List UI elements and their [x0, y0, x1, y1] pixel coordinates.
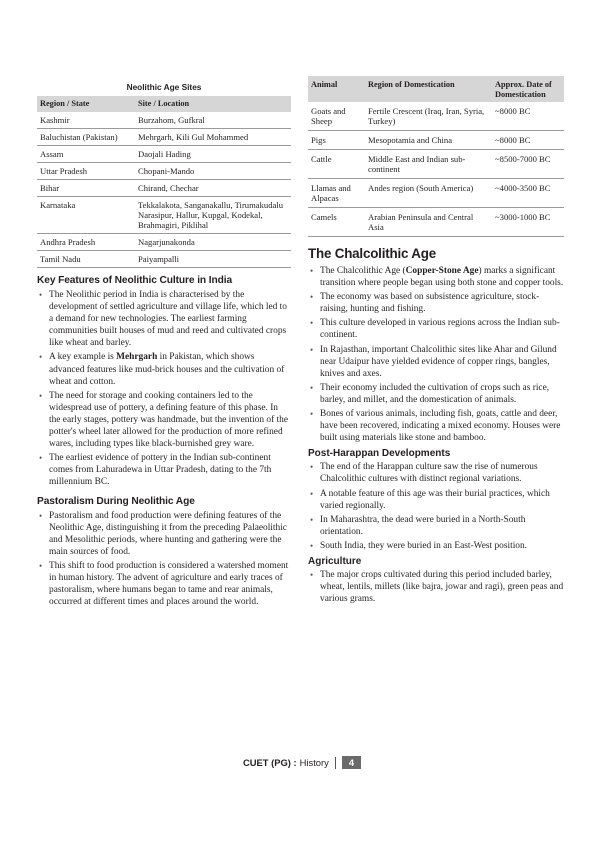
table-cell: ~8500-7000 BC: [492, 150, 564, 179]
list-item: [37, 390, 291, 450]
list-item-text: A key example is: [49, 352, 117, 363]
section-heading-key-features: Key Features of Neolithic Culture in India: [37, 275, 233, 286]
list-item: [37, 289, 291, 349]
column-header: Animal: [308, 76, 365, 102]
agriculture-list: [308, 569, 564, 605]
table-cell: ~4000-3500 BC: [492, 179, 564, 208]
column-header: Region / State: [37, 96, 135, 112]
table-row: [308, 179, 564, 208]
footer-brand: CUET (PG) :: [243, 757, 297, 768]
table-cell: Bihar: [37, 180, 135, 197]
table-cell: ~8000 BC: [492, 131, 564, 150]
table-cell: Baluchistan (Pakistan): [37, 129, 135, 146]
table-row: [37, 180, 291, 197]
table-cell: Llamas and Alpacas: [308, 179, 365, 208]
table-cell: Andhra Pradesh: [37, 234, 135, 251]
page-footer: [243, 756, 361, 769]
list-item: [308, 317, 564, 341]
table-cell: Uttar Pradesh: [37, 163, 135, 180]
list-item: [37, 351, 291, 387]
list-item: [308, 265, 564, 289]
right-column: [308, 76, 564, 607]
list-item: [308, 344, 564, 380]
left-column: [37, 76, 291, 610]
table-cell: Mesopotamia and China: [365, 131, 492, 150]
table-cell: Paiyampalli: [135, 251, 291, 268]
table-cell: Tamil Nadu: [37, 251, 135, 268]
column-header: Approx. Date of Domestication: [492, 76, 564, 102]
list-item-text: in Pakistan, which shows advanced features like mud-brick houses and the cultivation of wheat and cotton.: [49, 352, 285, 387]
table-cell: Karnataka: [37, 197, 135, 234]
column-header: Site / Location: [135, 96, 291, 112]
animal-domestication-table: [308, 76, 564, 237]
table-cell: Andes region (South America): [365, 179, 492, 208]
table-row: [37, 129, 291, 146]
list-item: • South India, they were buried in an East-West position.: [308, 540, 564, 552]
table-cell: Goats and Sheep: [308, 102, 365, 131]
table-row: [308, 102, 564, 131]
list-item: • Pastoralism and food production were defining features of the Neolithic Age, distinguishing it from the preceding Palaeolithic and Mesolithic periods, where hunting and gathering were the main sources of food.: [37, 510, 291, 558]
list-item-text: The Neolithic period in India is characterised by the development of settled agriculture and village life, which led to a demand for new technologies. The earliest farming communities built houses of mud and reed and cultivated crops like wheat and barley.: [49, 290, 287, 349]
table-cell: Chirand, Chechar: [135, 180, 291, 197]
table-header-row: [37, 96, 291, 112]
list-item: • In Maharashtra, the dead were buried in a North-South orientation.: [308, 514, 564, 538]
pastoralism-list: [37, 510, 291, 609]
list-item-text: ) marks a significant transition where people began using both stone and copper tools.: [320, 266, 564, 289]
list-item: [308, 291, 564, 315]
table-cell: ~3000-1000 BC: [492, 208, 564, 237]
table-cell: Tekkalakota, Sanganakallu, Tirumakudalu Narasipur, Hallur, Kupgal, Kodekal, Brahmagiri, Piklihal: [135, 197, 291, 234]
table-row: [37, 251, 291, 268]
list-item-text: In Rajasthan, important Chalcolithic sites like Ahar and Gilund near Udaipur have yielded evidence of copper rings, bangles, knives and axes.: [320, 344, 557, 379]
section-heading-chalcolithic: The Chalcolithic Age: [308, 246, 436, 261]
table-cell: Kashmir: [37, 112, 135, 129]
table-cell: Burzahom, Gufkral: [135, 112, 291, 129]
section-heading-pastoralism: Pastoralism During Neolithic Age: [37, 495, 195, 507]
table-cell: Daojali Hading: [135, 146, 291, 163]
table-row: [308, 150, 564, 179]
table-cell: Mehrgarh, Kili Gul Mohammed: [135, 129, 291, 146]
list-item: • This shift to food production is considered a watershed moment in human history. The advent of agriculture and early traces of pastoralism, where humans began to tame and rear animals, occurred at different times and places around the world.: [37, 560, 291, 608]
sites-table-body: [37, 112, 291, 268]
list-item-text: The economy was based on subsistence agriculture, stock-raising, hunting and fishing.: [320, 292, 540, 315]
post-harappan-list: [308, 461, 564, 552]
list-item-text: This culture developed in various regions across the Indian sub-continent.: [320, 318, 560, 341]
table-cell: Chopani-Mando: [135, 163, 291, 180]
table-cell: Assam: [37, 146, 135, 163]
column-header: Region of Domestication: [365, 76, 492, 102]
table-cell: Camels: [308, 208, 365, 237]
neolithic-sites-table: [37, 96, 291, 268]
section-heading-agriculture: Agriculture: [308, 555, 362, 567]
table-row: [37, 197, 291, 234]
table-cell: Arabian Peninsula and Central Asia: [365, 208, 492, 237]
list-item-emphasis: Copper-Stone Age: [405, 266, 479, 276]
list-item-text: The earliest evidence of pottery in the Indian sub-continent comes from Lahuradewa in Uttar Pradesh, dating to the 7th millennium BC.: [49, 453, 272, 488]
key-features-list: [37, 289, 291, 489]
list-item-text: The need for storage and cooking containers led to the widespread use of pottery, a defining feature of this phase. In the early stages, pottery was handmade, but the invention of the potter's wheel later allowed for the production of more refined wares, including types like black-burnished grey ware.: [49, 390, 288, 450]
table-cell: Nagarjunakonda: [135, 234, 291, 251]
list-item: • A notable feature of this age was their burial practices, which varied regionally.: [308, 488, 564, 512]
list-item-text: Their economy included the cultivation of crops such as rice, barley, and millet, and the domestication of animals.: [320, 382, 550, 405]
list-item-text: The Chalcolithic Age (: [320, 266, 406, 276]
page-number: 4: [342, 756, 361, 769]
table-cell: Cattle: [308, 150, 365, 179]
list-item: [308, 382, 564, 406]
list-item: [37, 452, 291, 488]
animals-table-body: [308, 102, 564, 237]
table-cell: Middle East and Indian sub-continent: [365, 150, 492, 179]
table-header-row: [308, 76, 564, 102]
table-cell: Pigs: [308, 131, 365, 150]
table-cell: ~8000 BC: [492, 102, 564, 131]
table-cell: Fertile Crescent (Iraq, Iran, Syria, Turkey): [365, 102, 492, 131]
chalcolithic-list: [308, 265, 564, 444]
table-row: [308, 208, 564, 237]
table-row: [37, 112, 291, 129]
sites-table-caption: Neolithic Age Sites: [126, 82, 202, 92]
table-row: [37, 234, 291, 251]
footer-subject: History: [299, 757, 329, 768]
list-item-emphasis: Mehrgarh: [116, 352, 158, 363]
table-row: [37, 146, 291, 163]
table-row: [37, 163, 291, 180]
list-item: • The end of the Harappan culture saw the rise of numerous Chalcolithic cultures with distinct regional variations.: [308, 461, 564, 485]
footer-divider: [335, 757, 336, 769]
list-item-text: Bones of various animals, including fish, goats, cattle and deer, have been recovered, indicating a mixed economy. Houses were built using materials like stone and bamboo.: [320, 409, 561, 444]
list-item: [308, 408, 564, 444]
table-row: [308, 131, 564, 150]
list-item: • The major crops cultivated during this period included barley, wheat, lentils, millets (like bajra, jowar and ragi), green peas and various grams.: [308, 569, 564, 605]
section-heading-post-harappan: Post-Harappan Developments: [308, 448, 451, 460]
